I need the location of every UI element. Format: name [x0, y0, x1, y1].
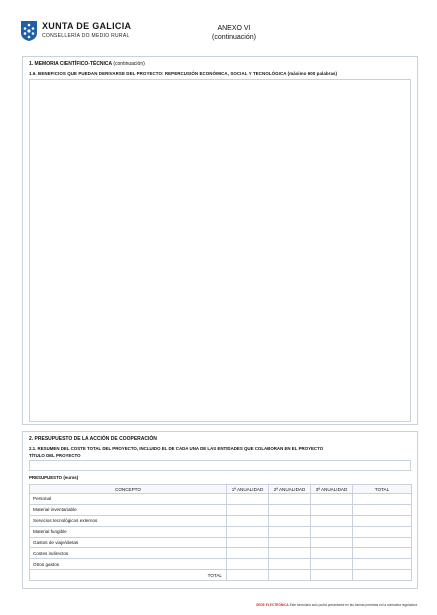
year1-total-cell[interactable] — [227, 570, 269, 581]
org-department: CONSELLERÍA DO MEDIO RURAL — [42, 33, 130, 39]
section2-subtitle: 2.1. RESUMEN DEL COSTE TOTAL DEL PROYECTO, INCLUIDO EL DE CADA UNA DE LAS ENTIDADES QUE COLABORAN EN EL PROYECTO — [29, 446, 324, 451]
section1-subtitle: 1.6. BENEFICIOS QUE PUEDAN DERIVARSE DEL PROYECTO: REPERCUSIÓN ECONÓMICA, SOCIAL Y TECNOLÓGICA (máximo 600 palabras) — [29, 71, 338, 76]
footer-text: Este formulario solo podrá presentarse en las formas previstas en la normativa reguladora — [289, 603, 417, 607]
concept-other-expenses: Otros gastos — [30, 559, 227, 570]
concept-external-services: Servicios tecnológicos externos — [30, 515, 227, 526]
year2-total-cell[interactable] — [269, 570, 311, 581]
section1-title — [29, 61, 145, 67]
total-cell[interactable] — [353, 494, 412, 505]
year1-cell[interactable] — [227, 548, 269, 559]
total-cell[interactable] — [353, 515, 412, 526]
concept-personal: Personal — [30, 494, 227, 505]
section2-title: 2. PRESUPUESTO DE LA ACCIÓN DE COOPERACIÓN — [29, 436, 157, 442]
total-cell[interactable] — [353, 537, 412, 548]
section1-title-note: (continuación) — [113, 61, 145, 67]
year1-cell[interactable] — [227, 537, 269, 548]
year3-cell[interactable] — [311, 559, 353, 570]
year3-cell[interactable] — [311, 494, 353, 505]
section1-title-text: 1. MEMORIA CIENTÍFICO-TÉCNICA — [29, 61, 112, 67]
year3-cell[interactable] — [311, 504, 353, 515]
table-row — [30, 515, 412, 526]
year3-cell[interactable] — [311, 548, 353, 559]
annex-subtitle: (continuación) — [212, 34, 256, 41]
year2-cell[interactable] — [269, 504, 311, 515]
total-cell[interactable] — [353, 504, 412, 515]
concept-indirect-costs: Costes indirectos — [30, 548, 227, 559]
budget-header-row — [30, 485, 412, 494]
year1-cell[interactable] — [227, 515, 269, 526]
benefits-text-field[interactable] — [29, 79, 411, 422]
year2-cell[interactable] — [269, 494, 311, 505]
annex-heading — [206, 24, 262, 42]
year1-cell[interactable] — [227, 559, 269, 570]
year2-cell[interactable] — [269, 548, 311, 559]
table-row — [30, 548, 412, 559]
total-cell[interactable] — [353, 559, 412, 570]
table-row — [30, 537, 412, 548]
year2-cell[interactable] — [269, 526, 311, 537]
year2-cell[interactable] — [269, 559, 311, 570]
concept-inventory-material: Material inventariable — [30, 504, 227, 515]
org-name: XUNTA DE GALICIA — [42, 21, 132, 31]
budget-label: PRESUPUESTO (euros) — [29, 475, 79, 480]
org-block — [42, 21, 131, 39]
concept-travel: Gastos de viaje/dietas — [30, 537, 227, 548]
total-cell[interactable] — [353, 526, 412, 537]
page-header — [14, 14, 423, 50]
year3-total-cell[interactable] — [311, 570, 353, 581]
header-total: TOTAL — [353, 485, 412, 494]
table-row — [30, 494, 412, 505]
header-year-2: 2ª ANUALIDAD — [269, 485, 311, 494]
year3-cell[interactable] — [311, 537, 353, 548]
budget-table — [29, 484, 412, 581]
grand-total-cell[interactable] — [353, 570, 412, 581]
year2-cell[interactable] — [269, 515, 311, 526]
year1-cell[interactable] — [227, 494, 269, 505]
header-year-1: 1ª ANUALIDAD — [227, 485, 269, 494]
header-year-3: 3ª ANUALIDAD — [311, 485, 353, 494]
table-row — [30, 504, 412, 515]
total-cell[interactable] — [353, 548, 412, 559]
header-concept: CONCEPTO — [30, 485, 227, 494]
sede-electronica-brand: SEDE ELECTRÓNICA — [256, 603, 289, 607]
year1-cell[interactable] — [227, 526, 269, 537]
page-footer — [256, 603, 417, 607]
table-row — [30, 559, 412, 570]
table-row — [30, 526, 412, 537]
annex-title: ANEXO VI — [217, 25, 251, 32]
section-technical-report — [22, 56, 418, 425]
year2-cell[interactable] — [269, 537, 311, 548]
year3-cell[interactable] — [311, 526, 353, 537]
concept-consumables: Material fungible — [30, 526, 227, 537]
total-label: TOTAL — [30, 570, 227, 581]
year1-cell[interactable] — [227, 504, 269, 515]
total-row — [30, 570, 412, 581]
section-budget — [22, 431, 418, 589]
year3-cell[interactable] — [311, 515, 353, 526]
xunta-logo — [20, 20, 38, 42]
project-title-label: TÍTULO DEL PROYECTO — [29, 453, 81, 458]
project-title-field[interactable] — [29, 460, 411, 471]
